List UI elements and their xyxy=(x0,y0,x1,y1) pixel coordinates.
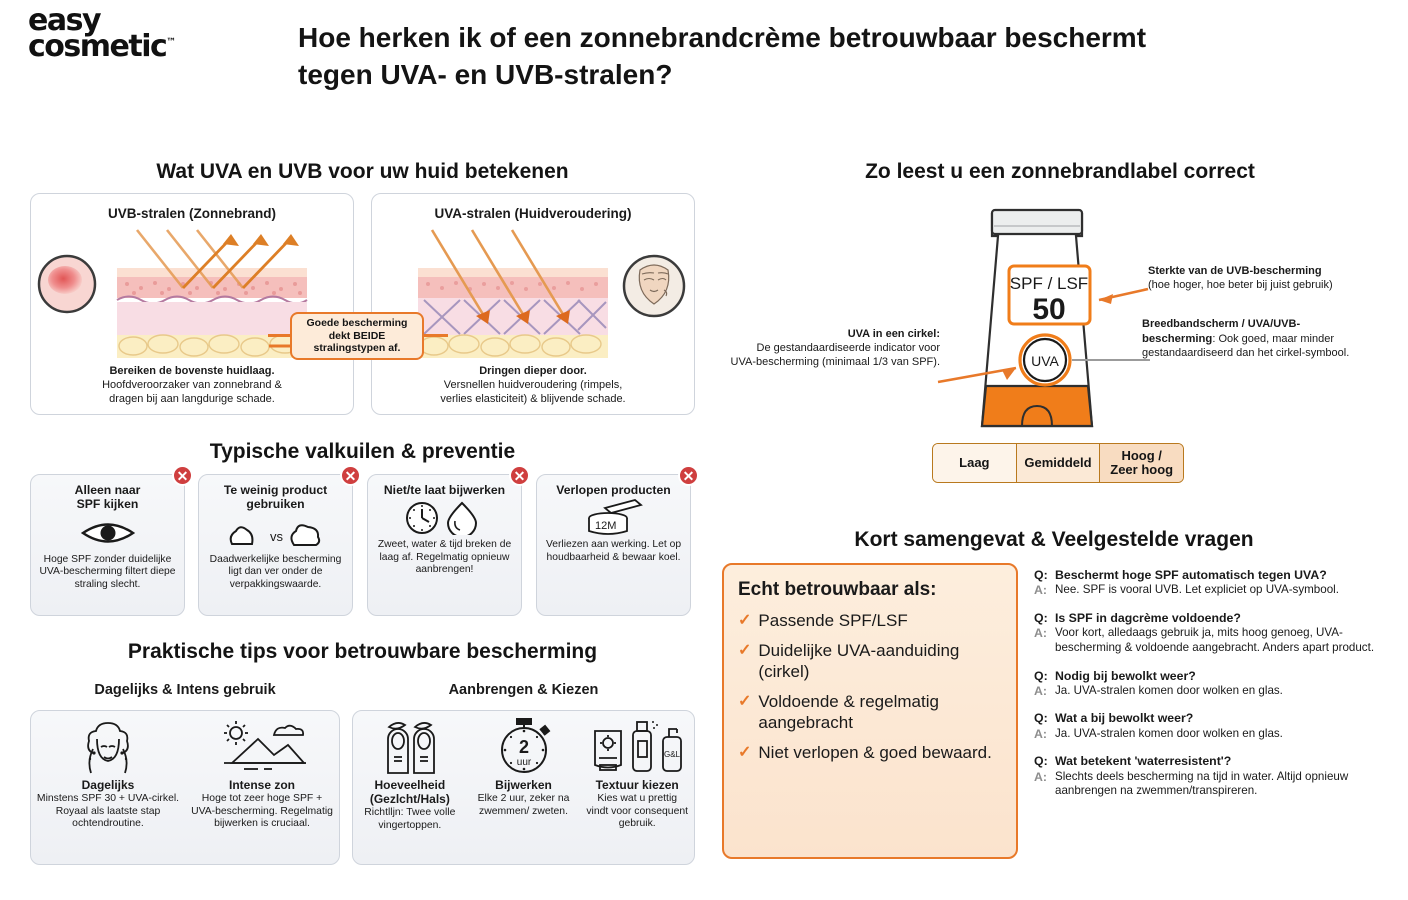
faq-answer: Nee. SPF is vooral UVB. Let expliciet op UVA-symbool. xyxy=(1055,583,1339,597)
textures-bottles-icon xyxy=(585,717,689,775)
tips-subtitle-daily: Dagelijks & Intens gebruik xyxy=(94,682,276,698)
level-low-label: Laag xyxy=(959,455,990,471)
stopwatch-icon xyxy=(472,717,576,775)
two-fingers-icon xyxy=(358,717,462,775)
summary-item-text: Voldoende & regelmatig aangebracht xyxy=(758,692,939,732)
tip-amount-title-l2: (Gezlcht/Hals) xyxy=(369,792,450,806)
faq-item xyxy=(1034,711,1396,741)
sunscreen-label-diagram xyxy=(730,190,1390,440)
faq-answer: Slechts deels bescherming na tijd in water. Altijd opnieuw aanbrengen na zwemmen/transpireren. xyxy=(1055,769,1349,798)
pitfall-card-1-title xyxy=(37,483,178,512)
tip-intense-body: Hoge tot zeer hoge SPF + UVA-bescherming. Regelmatig bijwerken is cruciaal. xyxy=(191,793,333,830)
faq-q-key: Q: xyxy=(1034,711,1048,726)
tip-amount-body: Richtlljn: Twee volle vingertoppen. xyxy=(364,807,456,831)
tip-texture[interactable] xyxy=(580,711,694,864)
stopwatch-unit: uur xyxy=(516,757,531,768)
face-skincare-icon xyxy=(36,717,180,775)
pitfall-card-4-title-l1: Verlopen producten xyxy=(556,483,671,497)
faq-a-key: A: xyxy=(1034,769,1047,784)
pitfall-card-2-title xyxy=(205,483,346,512)
level-high-label-l1: Hoog / xyxy=(1121,448,1162,464)
callout-line-1: Goede bescherming xyxy=(306,317,408,330)
pitfall-card-2-body: Daadwerkelijke bescherming ligt dan ver onder de verpakkingswaarde. xyxy=(209,553,342,590)
tip-daily[interactable] xyxy=(31,711,185,864)
summary-item xyxy=(738,611,1002,631)
summary-item xyxy=(738,641,1002,682)
section-title-pitfalls: Typische valkuilen & preventie xyxy=(209,440,516,463)
faq-item xyxy=(1034,754,1396,799)
pitfall-card-4-body: Verliezen aan werking. Let op houdbaarheid & bewaar koel. xyxy=(545,539,682,563)
summary-item-text: Passende SPF/LSF xyxy=(758,611,908,630)
cross-icon: ✕ xyxy=(678,465,699,486)
logo-line-2: cosmetic™ xyxy=(28,29,177,65)
faq-a-key: A: xyxy=(1034,683,1047,698)
faq-question: Nodig bij bewolkt weer? xyxy=(1055,668,1196,683)
summary-item-text: Duidelijke UVA-aanduiding (cirkel) xyxy=(758,641,960,681)
logo-line-1: easy xyxy=(28,3,101,38)
faq-list xyxy=(1034,568,1396,812)
cross-icon: ✕ xyxy=(172,465,193,486)
panel-uvb-caption-l3: dragen bij aan langdurige schade. xyxy=(109,392,275,405)
broadband-annotation-bold2: bescherming xyxy=(1142,332,1213,345)
panel-uva-caption-l3: verlies elasticiteit) & blijvende schade. xyxy=(440,392,626,405)
tip-intense-sun[interactable] xyxy=(185,711,339,864)
page-title-line-1: Hoe herken ik of een zonnebrandcrème betrouwbaar beschermt xyxy=(298,22,1147,53)
spf-annotation xyxy=(1148,265,1388,293)
spf-value-text: 50 xyxy=(1032,293,1066,326)
panel-uva-caption-bold: Dringen dieper door. xyxy=(479,364,587,377)
cross-icon: ✕ xyxy=(340,465,361,486)
spf-label-text: SPF / LSF xyxy=(1009,274,1089,293)
faq-q-key: Q: xyxy=(1034,754,1048,769)
svg-text:vs: vs xyxy=(269,528,283,544)
check-icon: ✓ xyxy=(738,693,752,711)
jar-months-label: 12M xyxy=(594,520,616,533)
faq-q-key: Q: xyxy=(1034,568,1048,582)
callout-arm-left xyxy=(268,334,292,337)
callout-arm-right xyxy=(422,334,448,337)
cross-icon: ✕ xyxy=(509,465,530,486)
pitfall-card-3-title-l1: Niet/te laat bijwerken xyxy=(383,483,506,497)
tip-texture-title: Textuur kiezen xyxy=(595,778,679,792)
pitfall-card-1-title-l1: Alleen naar xyxy=(74,483,141,497)
broadband-annotation-bold: Breedbandscherm / UVA/UVB- xyxy=(1142,318,1301,330)
summary-item xyxy=(738,692,1002,733)
tip-amount[interactable] xyxy=(353,711,467,864)
tip-daily-body: Minstens SPF 30 + UVA-cirkel. Royaal als laatste stap ochtendroutine. xyxy=(36,793,180,830)
trademark-mark: ™ xyxy=(166,37,177,49)
panel-uva-caption-l2: Versnellen huidveroudering (rimpels, xyxy=(443,378,623,391)
tip-reapply[interactable] xyxy=(467,711,581,864)
protection-level-bar xyxy=(932,443,1184,483)
panel-uva-heading: UVA-stralen (Huidveroudering) xyxy=(434,206,632,221)
level-low[interactable] xyxy=(933,444,1017,482)
panel-uvb-caption-bold: Bereiken de bovenste huidlaag. xyxy=(109,364,275,377)
faq-answer: Ja. UVA-stralen komen door wolken en glas. xyxy=(1055,683,1283,697)
panel-uva-caption xyxy=(378,364,688,406)
faq-q-key: Q: xyxy=(1034,610,1048,625)
spf-annotation-text: (hoe hoger, hoe beter bij juist gebruik) xyxy=(1148,278,1333,291)
brand-logo xyxy=(28,3,268,65)
level-medium[interactable] xyxy=(1017,444,1101,482)
faq-a-key: A: xyxy=(1034,726,1047,741)
faq-a-key: A: xyxy=(1034,626,1047,641)
stopwatch-number: 2 xyxy=(518,737,529,757)
callout-both-rays xyxy=(290,312,424,360)
tip-daily-title: Dagelijks xyxy=(81,778,135,792)
faq-a-key: A: xyxy=(1034,583,1047,598)
pitfall-card-2-title-l2: gebruiken xyxy=(246,497,305,512)
faq-q-key: Q: xyxy=(1034,668,1048,683)
broadband-annotation-rest xyxy=(1142,332,1380,361)
pitfall-card-3-body: Zweet, water & tijd breken de laag af. Regelmatig opnieuw aanbrengen! xyxy=(377,539,512,576)
faq-question: Beschermt hoge SPF automatisch tegen UVA? xyxy=(1055,568,1327,582)
faq-item xyxy=(1034,568,1396,598)
tip-amount-title-l1: Hoeveelheid xyxy=(374,778,446,792)
uva-circle-annotation-bold: UVA in een cirkel: xyxy=(847,328,940,340)
faq-item xyxy=(1034,611,1396,656)
open-jar-12m-icon xyxy=(543,501,684,535)
tips-subtitle-apply: Aanbrengen & Kiezen xyxy=(448,682,599,698)
faq-question: Is SPF in dagcrème voldoende? xyxy=(1055,610,1241,625)
pitfall-card-2-title-l1: Te weinig product xyxy=(223,483,328,497)
uva-circle-annotation-l2: UVA-bescherming (minimaal 1/3 van SPF). xyxy=(730,355,940,368)
pitfall-card-1-body: Hoge SPF zonder duidelijke UVA-bescherming filtert diepe straling slecht. xyxy=(39,553,176,590)
section-title-summary: Kort samengevat & Veelgestelde vragen xyxy=(854,528,1254,551)
callout-line-3: stralingstypen af. xyxy=(313,342,401,355)
uva-circle-annotation xyxy=(730,328,940,370)
uv-panels xyxy=(30,193,695,415)
faq-answer: Ja. UVA-stralen komen door wolken en glas. xyxy=(1055,726,1283,740)
pitfall-card-spf-only[interactable] xyxy=(30,468,189,616)
panel-uvb-caption-l2: Hoofdveroorzaker van zonnebrand & xyxy=(102,378,282,391)
page-title-line-2: tegen UVA- en UVB-stralen? xyxy=(298,58,673,90)
broadband-annotation-text: : Ook goed, maar minder gestandaardiseerd dan het cirkel-symbool. xyxy=(1142,332,1350,359)
summary-item xyxy=(738,743,1002,763)
faq-question: Wat a bij bewolkt weer? xyxy=(1055,711,1194,726)
panel-uvb-caption xyxy=(37,364,347,406)
page-title xyxy=(298,20,1298,94)
tip-reapply-body: Elke 2 uur, zeker na zwemmen/ zweten. xyxy=(477,793,570,817)
level-medium-label: Gemiddeld xyxy=(1024,455,1092,471)
pitfall-card-too-little[interactable] xyxy=(198,468,357,616)
pitfall-card-3-title xyxy=(374,483,515,497)
tips-card-apply xyxy=(352,710,695,865)
pitfall-card-expired[interactable] xyxy=(536,468,695,616)
section-title-tips: Praktische tips voor betrouwbare bescherming xyxy=(127,640,598,663)
sun-mountains-icon xyxy=(190,717,334,775)
pitfall-card-4-title xyxy=(543,483,684,497)
bottle-label: G&L xyxy=(664,750,681,759)
level-high[interactable] xyxy=(1100,444,1183,482)
check-icon: ✓ xyxy=(738,612,752,629)
level-high-label xyxy=(1110,449,1173,477)
panel-uvb xyxy=(30,193,354,415)
tube-svg xyxy=(730,190,1390,440)
uva-circle-annotation-l1: De gestandaardiseerde indicator voor xyxy=(756,341,940,354)
tip-reapply-title: Bijwerken xyxy=(495,778,552,792)
check-icon: ✓ xyxy=(738,642,752,660)
faq-question: Wat betekent 'waterresistent'? xyxy=(1055,754,1232,769)
faq-answer: Voor kort, alledaags gebruik ja, mits hoog genoeg, UVA-bescherming & voldoende aangebracht. Anders apart product. xyxy=(1055,626,1375,654)
check-icon: ✓ xyxy=(738,743,752,761)
faq-item xyxy=(1034,669,1396,699)
eye-icon xyxy=(37,516,178,550)
tip-amount-title xyxy=(358,778,462,806)
broadband-annotation xyxy=(1142,318,1380,361)
clock-and-droplet-icon xyxy=(374,501,515,535)
summary-heading: Echt betrouwbaar als: xyxy=(738,579,937,600)
dollop-vs-dollop-icon xyxy=(205,516,346,550)
summary-item-text: Niet verlopen & goed bewaard. xyxy=(758,742,992,762)
panel-uva xyxy=(371,193,695,415)
summary-box xyxy=(722,563,1018,859)
section-title-uv: Wat UVA en UVB voor uw huid betekenen xyxy=(156,160,569,183)
tip-texture-body: Kies wat u prettig vindt voor consequent gebruik. xyxy=(586,793,689,830)
uva-circle-text: UVA xyxy=(1031,353,1059,369)
tip-intense-title: Intense zon xyxy=(228,778,295,792)
pitfall-cards xyxy=(30,468,695,619)
spf-annotation-bold: Sterkte van de UVB-bescherming xyxy=(1148,265,1322,277)
callout-line-2: dekt BEIDE xyxy=(328,329,386,342)
pitfall-card-1-title-l2: SPF kijken xyxy=(76,497,139,512)
panel-uvb-heading: UVB-stralen (Zonnebrand) xyxy=(107,206,276,221)
section-title-label: Zo leest u een zonnebrandlabel correct xyxy=(865,160,1255,183)
pitfall-card-reapply[interactable] xyxy=(367,468,526,616)
level-high-label-l2: Zeer hoog xyxy=(1110,462,1174,477)
tips-card-daily xyxy=(30,710,340,865)
